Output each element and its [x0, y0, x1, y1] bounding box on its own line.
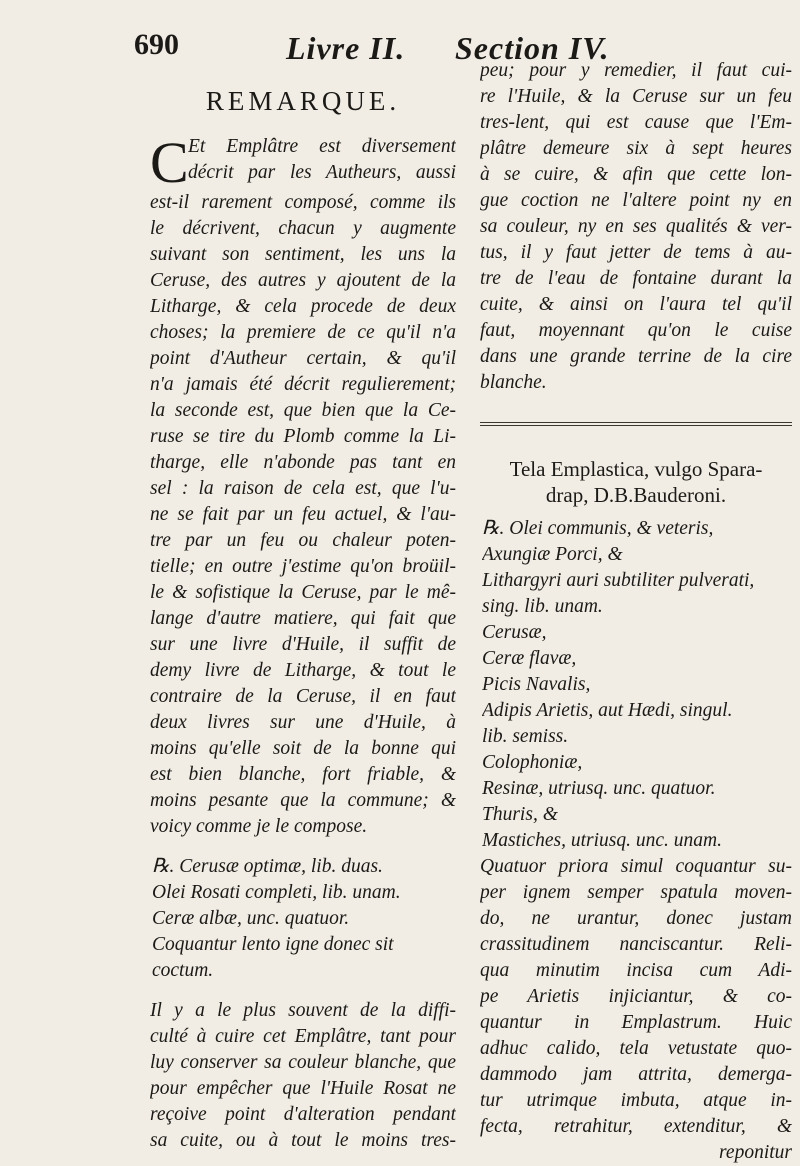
text-line: Litharge, & cela procede de deux [150, 296, 456, 317]
recipe-line: Resinæ, utriusq. unc. quatuor. [482, 778, 716, 799]
text-line: luy conserver sa couleur blanche, que [150, 1052, 456, 1073]
text-line: pe Arietis injiciantur, & co- [480, 986, 792, 1007]
text-line: est-il rarement composé, comme ils [150, 192, 456, 213]
section-title: Section IV. [455, 30, 610, 66]
recipe-line: ℞. Olei communis, & veteris, [482, 518, 714, 539]
book-title: Livre II. [286, 30, 406, 66]
text-line: blanche. [480, 372, 547, 393]
recipe-block [480, 516, 792, 854]
text-line: choses; la premiere de ce qu'il n'a [150, 322, 456, 343]
text-line: pour empêcher que l'Huile Rosat ne [150, 1078, 456, 1099]
text-line: voicy comme je le compose. [150, 816, 368, 837]
tela-heading-line: drap, D.B.Bauderoni. [545, 483, 727, 507]
text-line: per ignem semper spatula moven- [480, 882, 792, 903]
text-line: Ceruse, des autres y ajoutent de la [150, 270, 456, 291]
recipe-line: lib. semiss. [482, 726, 569, 747]
tela-heading [480, 456, 792, 508]
text-line: n'a jamais été décrit regulierement; [150, 374, 456, 395]
text-line: tre par un feu ou chaleur poten- [150, 530, 456, 551]
recipe-line: ℞. Cerusæ optimæ, lib. duas. [152, 856, 383, 877]
text-line: cuite, & ainsi on l'aura tel qu'il [480, 294, 792, 315]
text-line: point d'Autheur certain, & qu'il [150, 348, 456, 369]
text-line: moins qu'elle soit de la bonne qui [150, 738, 456, 759]
text-line: gue coction ne l'altere point ny en [480, 190, 792, 211]
text-line: fecta, retrahitur, extenditur, & [480, 1116, 792, 1137]
text-line: culté à cuire cet Emplâtre, tant pour [150, 1026, 456, 1047]
recipe-line: Axungiæ Porci, & [482, 544, 623, 565]
recipe-line: Adipis Arietis, aut Hædi, singul. [482, 700, 733, 721]
text-line: sa cuite, ou à tout le moins tres- [150, 1130, 456, 1151]
left-column [150, 88, 456, 1154]
text-line: adhuc calido, tela vetustate quo- [480, 1038, 792, 1059]
text-line: sel : la raison de cela est, que l'u- [150, 478, 456, 499]
section-divider-rule [480, 422, 792, 426]
recipe-line: Lithargyri auri subtiliter pulverati, [482, 570, 755, 591]
text-line: décrit par les Autheurs, aussi [188, 162, 456, 183]
text-line: tre de l'eau de fontaine durant la [480, 268, 792, 289]
text-line: re l'Huile, & la Ceruse sur un feu [480, 86, 792, 107]
remarque-paragraph [150, 130, 456, 840]
text-line: à se cuire, & afin que cette lon- [480, 164, 792, 185]
text-line: peu; pour y remedier, il faut cui- [480, 60, 792, 81]
text-line: le & sofistique la Ceruse, par le mê- [150, 582, 456, 603]
text-line: est bien blanche, fort friable, & [150, 764, 456, 785]
text-line: tharge, elle n'abonde pas tant en [150, 452, 456, 473]
text-line: reçoive point d'alteration pendant [150, 1104, 456, 1125]
recipe-block [150, 854, 456, 984]
text-line: ne se fait par un feu actuel, & l'au- [150, 504, 456, 525]
page-number: 690 [134, 28, 179, 61]
continuation-paragraph [480, 58, 792, 396]
spacer [150, 984, 456, 998]
text-line: sa couleur, ny en ses qualités & ver- [480, 216, 792, 237]
spacer [150, 840, 456, 854]
right-column [480, 58, 792, 1166]
recipe-line: Coquantur lento igne donec sit [152, 934, 394, 955]
recipe-line: sing. lib. unam. [482, 596, 603, 617]
recipe-line: coctum. [152, 960, 214, 981]
text-line: crassitudinem nanciscantur. Reli- [480, 934, 792, 955]
text-line: quantur in Emplastrum. Huic [480, 1012, 792, 1033]
recipe-line: Mastiches, utriusq. unc. unam. [482, 830, 722, 851]
text-line: reponitur [719, 1142, 792, 1163]
text-line: plâtre demeure six à sept heures [480, 138, 792, 159]
text-line: moins pesante que la commune; & [150, 790, 456, 811]
text-line: tres-lent, qui est cause que l'Em- [480, 112, 792, 133]
text-line: Il y a le plus souvent de la diffi- [150, 1000, 456, 1021]
text-line: contraire de la Ceruse, il en faut [150, 686, 456, 707]
recipe-line: Colophoniæ, [482, 752, 583, 773]
recipe-line: Olei Rosati completi, lib. unam. [152, 882, 401, 903]
text-line: lange d'autre matiere, qui fait que [150, 608, 456, 629]
closing-paragraph [150, 998, 456, 1154]
text-line: tus, il y faut jetter de tems à au- [480, 242, 792, 263]
recipe-line: Cerusæ, [482, 622, 547, 643]
text-line: Quatuor priora simul coquantur su- [480, 856, 792, 877]
text-line: deux livres sur une d'Huile, à [150, 712, 456, 733]
text-line: demy livre de Litharge, & tout le [150, 660, 456, 681]
text-line: Et Emplâtre est diversement [188, 136, 456, 157]
text-line: qua minutim incisa cum Adi- [480, 960, 792, 981]
text-line: la seconde est, que bien que la Ce- [150, 400, 456, 421]
closing-paragraph [480, 854, 792, 1166]
tela-heading-line: Tela Emplastica, vulgo Spara- [509, 457, 763, 481]
text-line: tielle; en outre j'estime qu'on broüil- [150, 556, 456, 577]
drop-cap: C [150, 130, 189, 195]
text-line: faut, moyennant qu'on le cuise [480, 320, 792, 341]
remarque-heading: REMARQUE. [205, 86, 401, 116]
recipe-line: Ceræ albæ, unc. quatuor. [152, 908, 350, 929]
text-line: sur une livre d'Huile, il suffit de [150, 634, 456, 655]
text-line: dammodo jam attrita, demerga- [480, 1064, 792, 1085]
text-line: le décrivent, chacun y augmente [150, 218, 456, 239]
recipe-line: Picis Navalis, [482, 674, 591, 695]
spacer [480, 508, 792, 516]
text-line: dans une grande terrine de la cire [480, 346, 792, 367]
text-line: suivant son sentiment, les uns la [150, 244, 456, 265]
recipe-line: Thuris, & [482, 804, 558, 825]
text-line: do, ne urantur, donec justam [480, 908, 792, 929]
text-line: tur utrimque imbuta, atque in- [480, 1090, 792, 1111]
recipe-line: Ceræ flavæ, [482, 648, 577, 669]
text-line: ruse se tire du Plomb comme la Li- [150, 426, 456, 447]
